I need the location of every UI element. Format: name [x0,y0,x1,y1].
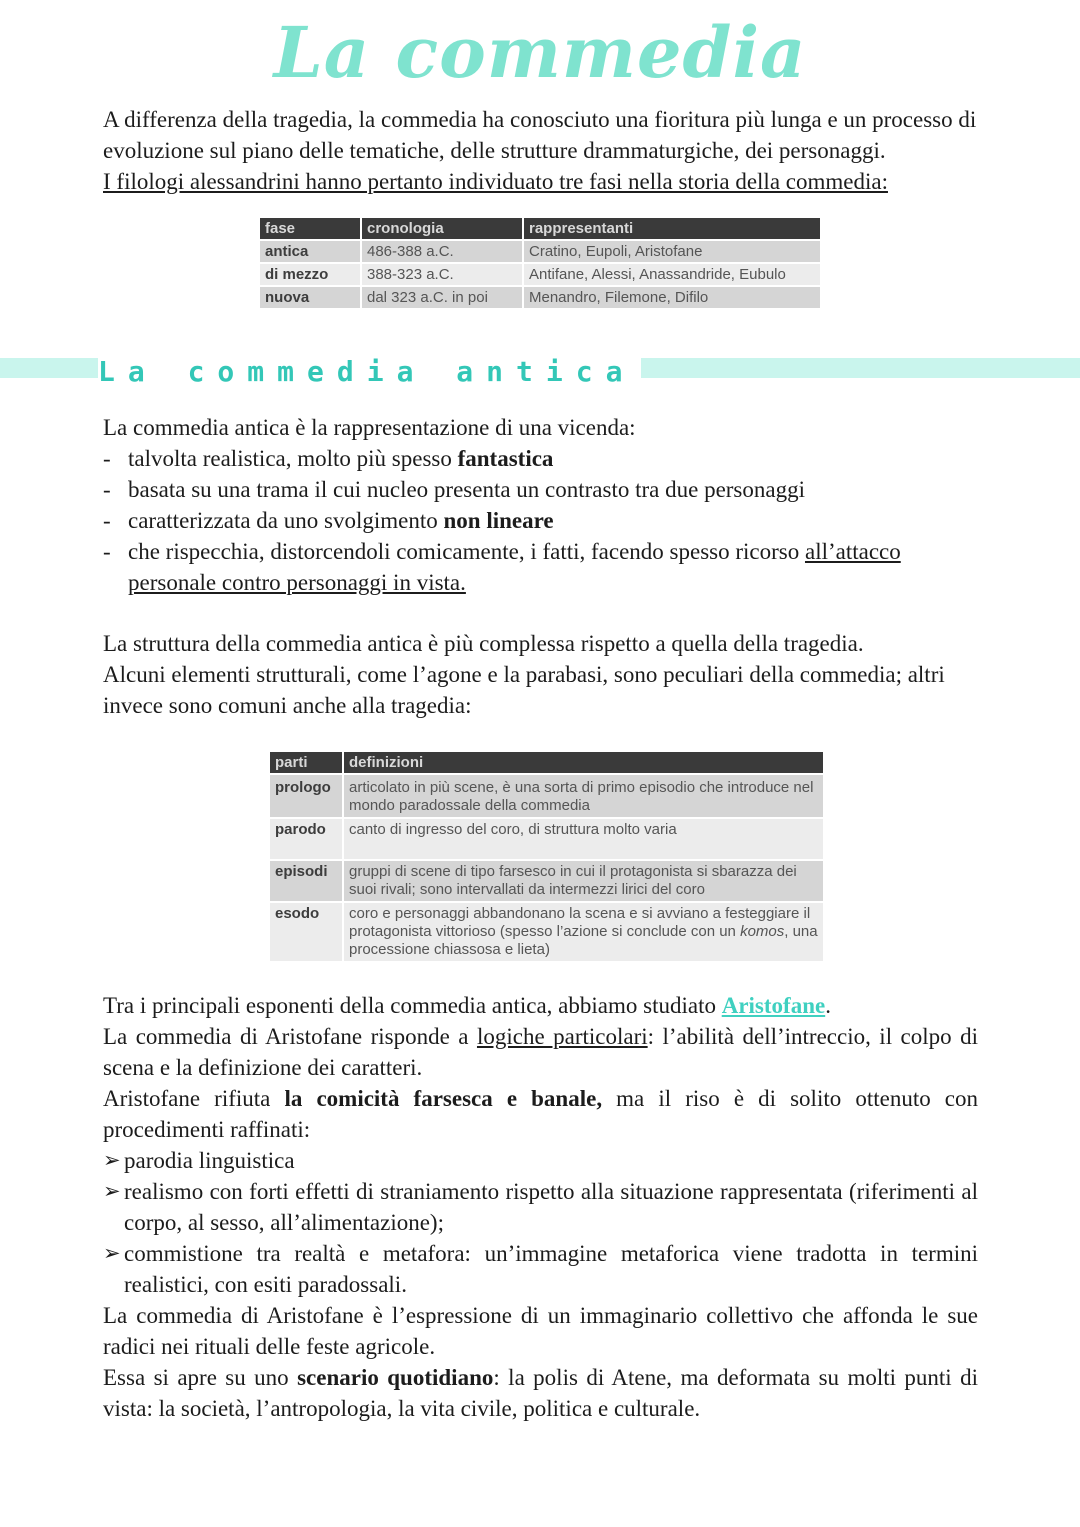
aristofane-link[interactable]: Aristofane [721,993,826,1018]
aristofane-intro: Tra i principali esponenti della commedia antica, abbiamo studiato Aristofane. [103,993,831,1018]
list-item: - basata su una trama il cui nucleo presenta un contrasto tra due personaggi [103,474,978,505]
phase-cell: antica [260,241,360,262]
chronology-cell: 486-388 a.C. [362,241,522,262]
table-row [260,287,820,308]
aristofane-section [103,990,978,1424]
list-item: - che rispecchia, distorcendoli comicamente, i fatti, facendo spesso ricorso all’attacco personale contro personaggi in vista. [103,536,978,598]
page-title: La commedia [273,11,807,94]
parts-table [268,750,825,963]
part-cell: parodo [270,819,342,859]
phase-cell: di mezzo [260,264,360,285]
definition-cell: gruppi di scene di tipo farsesco in cui il protagonista si sbarazza dei suoi rivali; sono intervallati da intermezzi lirici del coro [344,861,823,901]
representatives-cell: Menandro, Filemone, Difilo [524,287,820,308]
aristofane-comicita: Aristofane rifiuta la comicità farsesca e banale, ma il riso è di solito ottenuto con procedimenti raffinati: [103,1086,979,1142]
column-header: cronologia [362,218,522,239]
aristofane-scenario: Essa si apre su uno scenario quotidiano: la polis di Atene, ma deformata su molti punti di vista: la società, l’antropologia, la vita civile, politica e culturale. [103,1365,978,1421]
column-header: parti [270,752,342,773]
table-row [260,264,820,285]
column-header: definizioni [344,752,823,773]
representatives-cell: Cratino, Eupoli, Aristofane [524,241,820,262]
struttura-line: Alcuni elementi strutturali, come l’agone e la parabasi, sono peculiari della commedia; altri invece sono comuni anche alla tragedia: [103,662,945,718]
definition-cell: articolato in più scene, è una sorta di primo episodio che introduce nel mondo paradossale della commedia [344,775,823,817]
section-heading: La commedia antica [98,352,641,392]
column-header: rappresentanti [524,218,820,239]
phase-cell: nuova [260,287,360,308]
chronology-cell: 388-323 a.C. [362,264,522,285]
representatives-cell: Antifane, Alessi, Anassandride, Eubulo [524,264,820,285]
definition-cell: canto di ingresso del coro, di struttura molto varia [344,819,823,859]
table-row [270,775,823,817]
part-cell: prologo [270,775,342,817]
list-item: ➢ parodia linguistica [103,1145,978,1176]
part-cell: esodo [270,903,342,961]
table-row [260,241,820,262]
intro-text: A differenza della tragedia, la commedia ha conosciuto una fioritura più lunga e un processo di evoluzione sul piano delle tematiche, delle strutture drammaturgiche, dei personaggi. [103,107,977,163]
chronology-cell: dal 323 a.C. in poi [362,287,522,308]
intro [103,104,978,197]
intro-phases-lead: I filologi alessandrini hanno pertanto individuato tre fasi nella storia della commedia: [103,169,888,194]
antica-description [103,412,978,598]
table-header-row [260,218,820,239]
antica-lead: La commedia antica è la rappresentazione di una vicenda: [103,415,636,440]
procedimenti-list [103,1145,978,1300]
definition-cell: coro e personaggi abbandonano la scena e si avviano a festeggiare il protagonista vittorioso (spesso l’azione si conclude con un komos, una processione chiassosa e lieta) [344,903,823,961]
antica-list [103,443,978,598]
table-header-row [270,752,823,773]
list-item: ➢ commistione tra realtà e metafora: un’immagine metaforica viene tradotta in termini realistici, con esiti paradossali. [103,1238,978,1300]
list-item: ➢ realismo con forti effetti di straniamento rispetto alla situazione rappresentata (riferimenti al corpo, al sesso, all’alimentazione); [103,1176,978,1238]
column-header: fase [260,218,360,239]
phases-table [258,216,822,310]
aristofane-logiche: La commedia di Aristofane risponde a logiche particolari: l’abilità dell’intreccio, il colpo di scena e la definizione dei caratteri. [103,1024,979,1080]
part-cell: episodi [270,861,342,901]
struttura [103,628,978,721]
list-item: - talvolta realistica, molto più spesso fantastica [103,443,978,474]
table-row [270,903,823,961]
table-row [270,819,823,859]
table-row [270,861,823,901]
list-item: - caratterizzata da uno svolgimento non lineare [103,505,978,536]
aristofane-immaginario: La commedia di Aristofane è l’espressione di un immaginario collettivo che affonda le sue radici nei rituali delle feste agricole. [103,1303,978,1359]
struttura-line: La struttura della commedia antica è più complessa rispetto a quella della tragedia. [103,631,864,656]
